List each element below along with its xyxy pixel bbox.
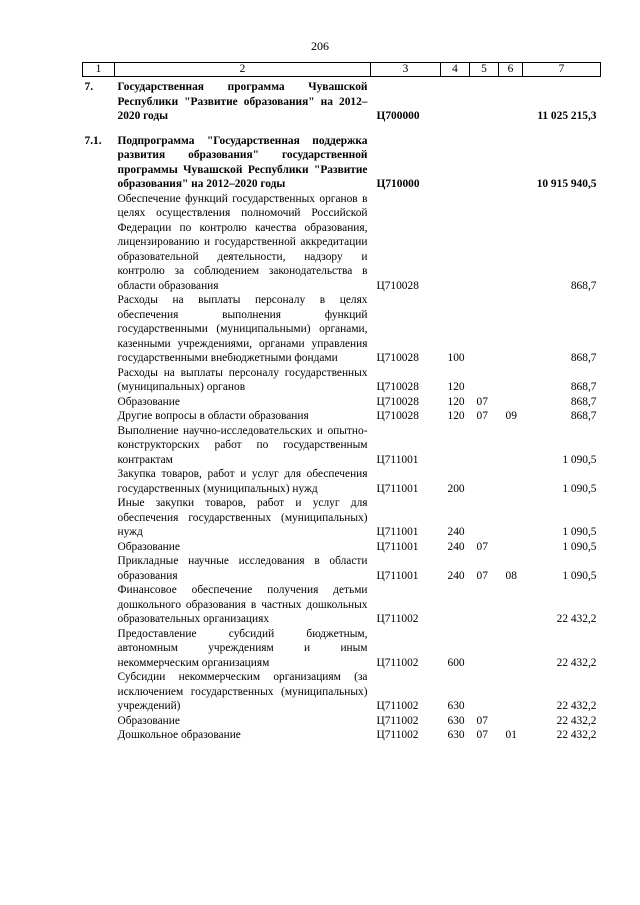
row-amount: 1 090,5 (562, 540, 597, 553)
row-target-code: Ц710028 (376, 279, 419, 292)
row-name: Образование (117, 540, 180, 553)
row-target-code: Ц711002 (376, 714, 419, 727)
row-name: Финансовое обеспечение получения детьми дошкольного образования в частных дошкольных образовательных организациях (117, 584, 368, 625)
table-row (83, 714, 601, 729)
row-number (83, 467, 115, 496)
row-name: Обеспечение функций государственных органов в целях осуществления полномочий Российской Федерации по контролю качества образования, лицензированию и государственной аккредитации образовательной деятельности, надзору и контролю за соблюдением законодательства в области образования (117, 192, 368, 292)
row-name: Дошкольное образование (117, 729, 241, 741)
table-row (83, 467, 601, 496)
row-expense-type: 120 (447, 381, 465, 393)
row-section (470, 496, 499, 540)
row-target-code: Ц710028 (376, 410, 419, 422)
row-subsection (499, 424, 523, 468)
row-expense-type: 120 (447, 410, 465, 422)
row-subsection (499, 366, 523, 395)
row-target-code: Ц711001 (376, 526, 419, 538)
row-name: Образование (117, 395, 180, 408)
row-expense-type: 600 (447, 656, 465, 669)
row-amount: 22 432,2 (556, 700, 597, 712)
page-number: 206 (311, 39, 329, 53)
row-number (83, 424, 115, 468)
row-name: Иные закупки товаров, работ и услуг для обеспечения государственных (муниципальных) нужд (117, 497, 368, 538)
row-target-code: Ц711001 (376, 540, 419, 553)
budget-table (82, 62, 601, 743)
row-target-code: Ц710028 (376, 395, 419, 408)
row-expense-type (441, 134, 470, 192)
row-name: Другие вопросы в области образования (117, 410, 309, 422)
row-number (83, 540, 115, 555)
table-row (83, 293, 601, 366)
row-amount: 1 090,5 (562, 569, 597, 582)
row-amount: 1 090,5 (562, 482, 597, 495)
row-expense-type: 120 (447, 395, 465, 408)
row-expense-type (441, 424, 470, 468)
header-col-7: 7 (523, 63, 601, 77)
row-name: Государственная программа Чувашской Республики "Развитие образования" на 2012–2020 годы (117, 81, 368, 122)
row-name: Субсидии некоммерческим организациям (за исключением государственных (муниципальных) учреждений) (117, 671, 368, 712)
row-expense-type (441, 77, 470, 124)
row-target-code: Ц711001 (376, 453, 419, 466)
row-number (83, 496, 115, 540)
table-row (83, 540, 601, 555)
table-row (83, 496, 601, 540)
row-amount: 11 025 215,3 (537, 110, 597, 122)
row-section (470, 467, 499, 496)
row-target-code: Ц711002 (376, 729, 419, 741)
row-section: 07 (476, 729, 488, 741)
row-target-code: Ц711001 (376, 569, 419, 582)
row-number: 7.1. (84, 134, 102, 147)
row-subsection: 09 (505, 410, 517, 422)
table-row (83, 424, 601, 468)
row-number (83, 192, 115, 294)
row-subsection (499, 395, 523, 410)
row-section: 07 (476, 540, 488, 553)
row-number (83, 366, 115, 395)
header-col-4: 4 (441, 63, 470, 77)
row-subsection (499, 714, 523, 729)
row-subsection (499, 540, 523, 555)
row-expense-type: 240 (447, 540, 465, 553)
row-name: Закупка товаров, работ и услуг для обеспечения государственных (муниципальных) нужд (117, 468, 368, 495)
row-section: 07 (476, 569, 488, 582)
header-col-2: 2 (115, 63, 371, 77)
table-row (83, 395, 601, 410)
row-expense-type: 240 (447, 526, 465, 538)
row-number (83, 395, 115, 410)
row-subsection: 08 (505, 569, 517, 582)
row-number (83, 627, 115, 671)
row-name: Предоставление субсидий бюджетным, автономным учреждениям и иным некоммерческим организациям (117, 627, 368, 669)
row-number (83, 554, 115, 583)
row-subsection (499, 192, 523, 294)
row-section: 07 (476, 410, 488, 422)
row-name: Образование (117, 714, 180, 727)
row-number (83, 583, 115, 627)
table-row (83, 627, 601, 671)
row-expense-type (441, 192, 470, 294)
header-row (83, 63, 601, 77)
row-section (470, 192, 499, 294)
row-amount: 10 915 940,5 (536, 178, 597, 190)
row-subsection (499, 583, 523, 627)
row-expense-type: 240 (447, 569, 465, 582)
row-subsection (499, 134, 523, 192)
row-target-code: Ц710000 (376, 178, 420, 190)
row-spacer (83, 124, 601, 134)
row-name: Прикладные научные исследования в области образования (117, 555, 368, 582)
row-expense-type: 200 (447, 482, 465, 495)
row-subsection (499, 496, 523, 540)
table-header (83, 63, 601, 77)
table-row (83, 409, 601, 424)
row-section (470, 424, 499, 468)
row-expense-type: 630 (447, 700, 465, 712)
row-target-code: Ц711001 (376, 482, 419, 495)
row-name: Расходы на выплаты персоналу в целях обеспечения выполнения функций государственными (муниципальными) органами, казенными учреждениями, органами управления государственными внебюджетными фондами (117, 294, 368, 364)
row-amount: 1 090,5 (562, 526, 597, 538)
row-section (470, 77, 499, 124)
row-expense-type (441, 583, 470, 627)
row-amount: 868,7 (570, 381, 597, 393)
row-target-code: Ц711002 (376, 613, 419, 625)
row-name: Подпрограмма "Государственная поддержка развития образования" государственной программы Чувашской Республики "Развитие образования" на 2012–2020 годы (117, 134, 368, 190)
row-subsection: 01 (505, 729, 517, 741)
row-amount: 1 090,5 (562, 453, 597, 466)
table-body (83, 77, 601, 743)
row-number (83, 728, 115, 743)
row-target-code: Ц711002 (376, 656, 419, 669)
row-section (470, 583, 499, 627)
row-amount: 868,7 (570, 410, 597, 422)
table-row (83, 134, 601, 192)
row-subsection (499, 467, 523, 496)
row-amount: 868,7 (570, 395, 597, 408)
row-number (83, 293, 115, 366)
row-subsection (499, 670, 523, 714)
row-name: Выполнение научно-исследовательских и опытно-конструкторских работ по государственным контрактам (117, 424, 368, 466)
header-col-6: 6 (499, 63, 523, 77)
row-section (470, 366, 499, 395)
row-section: 07 (476, 395, 488, 408)
header-col-3: 3 (371, 63, 441, 77)
header-col-1: 1 (83, 63, 115, 77)
row-target-code: Ц710028 (376, 381, 419, 393)
row-number (83, 670, 115, 714)
row-amount: 22 432,2 (556, 714, 597, 727)
table-row (83, 366, 601, 395)
row-name: Расходы на выплаты персоналу государственных (муниципальных) органов (117, 366, 368, 393)
table-row (83, 583, 601, 627)
table-row (83, 728, 601, 743)
row-section (470, 134, 499, 192)
row-amount: 868,7 (570, 352, 597, 364)
row-subsection (499, 77, 523, 124)
table-row (83, 670, 601, 714)
row-number: 7. (84, 81, 94, 93)
row-subsection (499, 293, 523, 366)
table-row (83, 192, 601, 294)
row-amount: 22 432,2 (556, 613, 597, 625)
row-number (83, 714, 115, 729)
row-section: 07 (476, 714, 488, 727)
row-target-code: Ц711002 (376, 700, 419, 712)
table-row (83, 77, 601, 124)
row-subsection (499, 627, 523, 671)
table-row (83, 554, 601, 583)
row-target-code: Ц700000 (376, 110, 420, 122)
row-expense-type: 630 (447, 714, 465, 727)
budget-table-container (82, 62, 600, 743)
header-col-5: 5 (470, 63, 499, 77)
row-amount: 22 432,2 (556, 729, 597, 741)
row-section (470, 293, 499, 366)
row-expense-type: 100 (447, 352, 465, 364)
row-target-code: Ц710028 (376, 352, 419, 364)
row-section (470, 627, 499, 671)
row-section (470, 670, 499, 714)
row-amount: 22 432,2 (556, 656, 597, 669)
row-number (83, 409, 115, 424)
row-expense-type: 630 (447, 729, 465, 741)
row-amount: 868,7 (570, 279, 597, 292)
